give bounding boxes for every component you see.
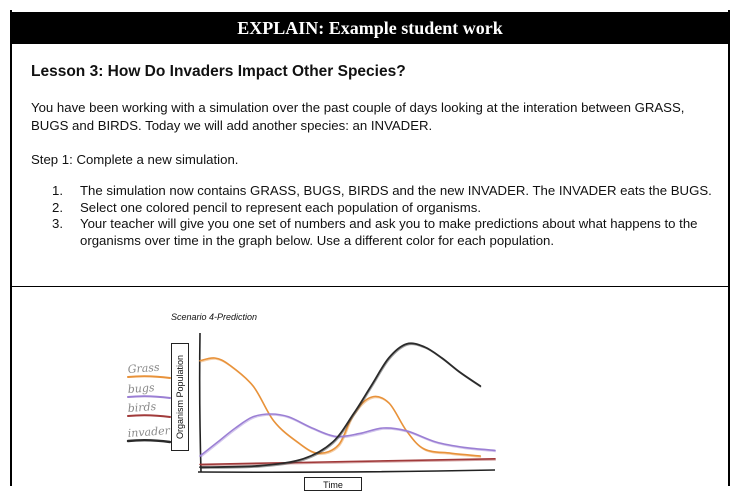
y-axis-label: Organism Population: [175, 354, 185, 440]
series-invader-line: [200, 343, 480, 467]
legend-swatch-bugs: [128, 396, 170, 398]
list-item-text: Your teacher will give you one set of numbers and ask you to make predictions about what happens to the organisms over time in the graph below. Use a different color for each population.: [80, 216, 698, 248]
legend-swatch-invader: [128, 440, 170, 442]
list-item-number: 1.: [52, 183, 63, 198]
header-title: EXPLAIN: Example student work: [10, 12, 730, 44]
legend-label-grass: Grass: [127, 360, 161, 376]
legend-swatch-birds: [128, 415, 170, 417]
legend-label-invader: invader: [127, 424, 171, 440]
x-axis-label: Time: [304, 477, 362, 491]
list-item-text: The simulation now contains GRASS, BUGS, BIRDS and the new INVADER. The INVADER eats the BUGS.: [80, 183, 712, 198]
series-bugs-line: [200, 414, 495, 456]
legend-label-bugs: bugs: [127, 381, 155, 396]
step-heading: Step 1: Complete a new simulation.: [31, 152, 239, 167]
chart-title: Scenario 4-Prediction: [171, 312, 258, 322]
y-axis-line: [200, 333, 201, 472]
lesson-title: Lesson 3: How Do Invaders Impact Other Species?: [31, 63, 406, 80]
series-invader-shadow: [201, 345, 481, 469]
intro-paragraph: You have been working with a simulation over the past couple of days looking at the interation between GRASS, BUGS and BIRDS. Today we will add another species: an INVADER.: [31, 100, 685, 133]
list-item-number: 2.: [52, 199, 63, 215]
series-birds-line: [200, 459, 495, 465]
x-axis-line: [198, 470, 495, 472]
legend-swatch-grass: [128, 376, 170, 378]
series-grass-line: [200, 358, 480, 456]
list-item-number: 3.: [52, 216, 63, 231]
legend-label-birds: birds: [127, 400, 157, 415]
list-item-text: Select one colored pencil to represent each population of organisms.: [80, 199, 482, 215]
